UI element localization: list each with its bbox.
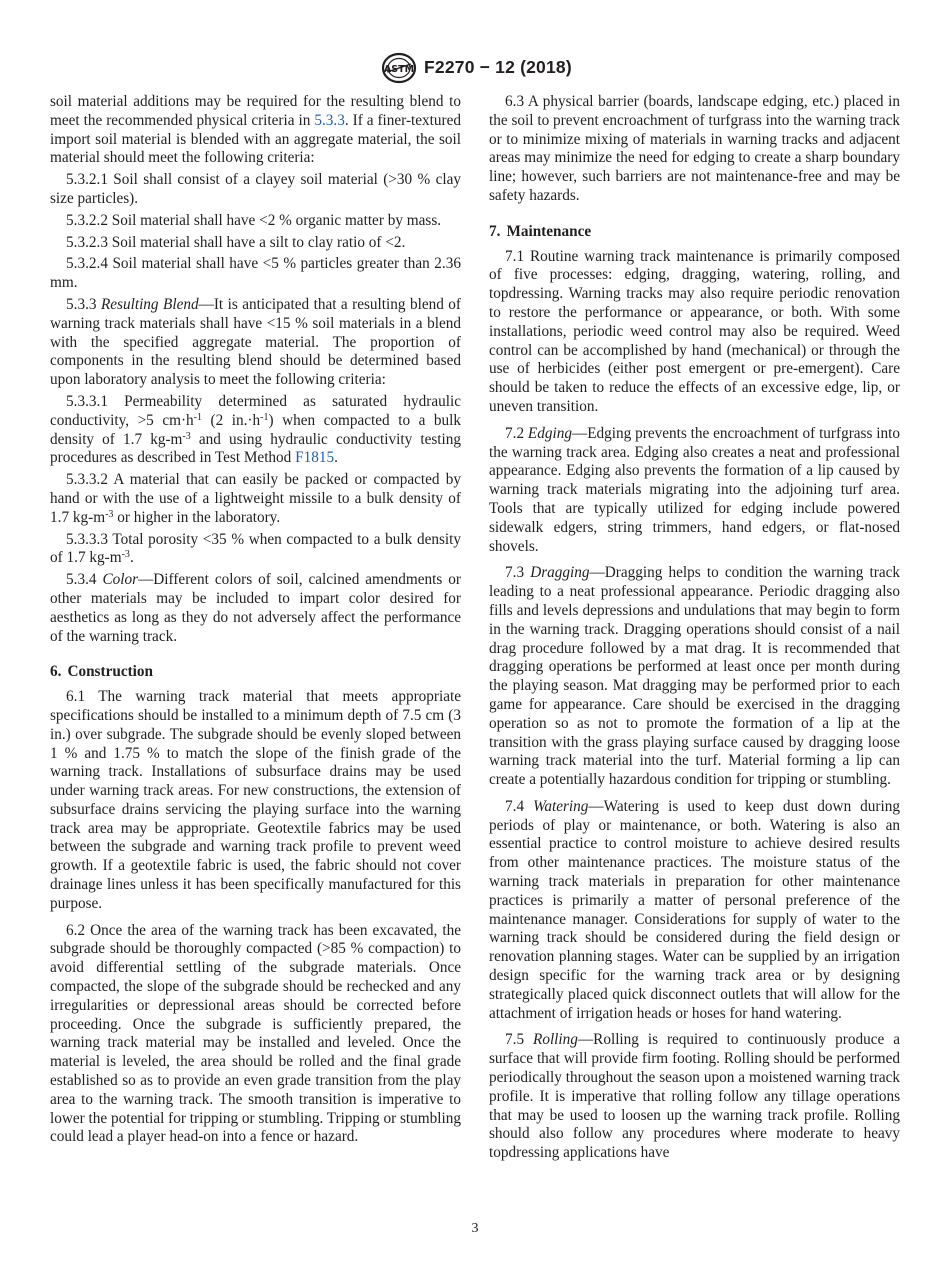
document-designation: F2270 − 12 (2018): [424, 57, 572, 77]
paragraph-5-3-3-2: 5.3.3.2 A material that can easily be packed or compacted by hand or with the use of a lightweight missile to a bulk density of 1.7 $kg-m^{-3}$ or higher in the laboratory.: [50, 471, 461, 526]
paragraph-5-3-3-1: 5.3.3.1 Permeability determined as saturated hydraulic conductivity, >5 $cm\cdot h^{-1}$ (2 $in.\cdot h^{-1}$) when compacted to a bulk density of 1.7 $kg-m^{-3}$ and using hydraulic conductivity testing procedures as described in Test Method F1815.: [50, 392, 461, 467]
paragraph-6-1: 6.1 The warning track material that meets appropriate specifications should be installed to a minimum depth of 7.5 cm (3 in.) over subgrade. The subgrade should be evenly sloped between 1 % and 1.75 % to match the slope of the finish grade of the warning track. Installations of subsurface drains may be used under warning track areas. For new constructions, the extension of subsurface drains servicing the playing surface into the warning track area may be appropriate. Geotextile fabrics may be used between the subgrade and warning track profile to prevent weed growth. If a geotextile fabric is used, the fabric should not cover drainage lines unless it has been specifically manufactured for this purpose.: [50, 688, 461, 912]
astm-logo-icon: [381, 52, 417, 84]
section-5-3-3-link[interactable]: 5.3.3: [314, 111, 345, 129]
paragraph-5-3-3: 5.3.3 Resulting Blend—It is anticipated that a resulting blend of warning track materials shall have <15 % soil materials in a blend with the specified aggregate material. The proportion of components in the resulting blend should be determined based upon laboratory analysis to meet the following criteria:: [50, 295, 461, 389]
paragraph-5-3-2-3: 5.3.2.3 Soil material shall have a silt to clay ratio of <2.: [66, 233, 406, 251]
paragraph-5-3-4: 5.3.4 Color—Different colors of soil, calcined amendments or other materials may be included to impart color desired for aesthetics as long as they do not adversely affect the performance of the warning track.: [50, 571, 461, 645]
paragraph-5-3-2-continued: soil material additions may be required for the resulting blend to meet the recommended physical criteria in 5.3.3. If a finer-textured import soil material is blended with an aggregate material, the soil material should meet the following criteria:: [50, 93, 461, 167]
paragraph-7-4: 7.4 Watering—Watering is used to keep dust down during periods of play or maintenance, or both. Watering is also an essential practice to control moisture to achieve desired results from other maintenance practices. The moisture status of the warning track materials in preparation for other maintenance practices is primarily a matter of personal preference of the maintenance manager. Considerations for supply of water to the warning track should be considered during the field design or renovation planning stages. Water can be supplied by an irrigation design specific for the warning track area or by designing strategically placed quick disconnect outlets that will allow for the attachment of irrigation heads or hoses for hand watering.: [489, 797, 901, 1022]
paragraph-7-1: 7.1 Routine warning track maintenance is primarily composed of five processes: edging, dragging, watering, rolling, and topdressing. Warning tracks may also require periodic renovation to restore the performance or appearance, or both. With some installations, periodic weed control may also be required. Weed control can be accomplished by hand (mechanical) or through the use of herbicides (either post emergent or pre-emergent). Care should be taken to reduce the effects of an excessive edge, lip, or uneven transition.: [489, 247, 900, 415]
paragraph-7-3: 7.3 Dragging—Dragging helps to condition the warning track leading to a neat professional appearance. Periodic dragging also fills and levels depressions and undulations that may begin to form in the warning track. Dragging operations should consist of a nail drag procedure followed by a mat drag. It is recommended that dragging operations be performed at least once per month during the playing season. Mat dragging may be performed prior to each game for appearance. Care should be exercised in the dragging operation so as not to promote the formation of a lip at the transition with the grass playing surface caused by dragging loose warning track material into the turf. Material forming a lip can create a potentially hazardous condition for tripping or stumbling.: [489, 564, 900, 789]
paragraph-5-3-2-2: 5.3.2.2 Soil material shall have <2 % organic matter by mass.: [66, 211, 442, 229]
page-header: [0, 52, 950, 86]
paragraph-6-3: 6.3 A physical barrier (boards, landscape edging, etc.) placed in the soil to prevent encroachment of turfgrass into the warning track or to minimize mixing of materials in warning tracks and adjacent areas may minimize the need for edging to create a sharp boundary line; however, such barriers are not maintenance-free and may be safety hazards.: [489, 93, 900, 204]
paragraph-5-3-2-4: 5.3.2.4 Soil material shall have <5 % particles greater than 2.36 mm.: [50, 255, 461, 292]
paragraph-5-3-3-3: 5.3.3.3 Total porosity <35 % when compacted to a bulk density of 1.7 $kg-m^{-3}$.: [50, 530, 461, 567]
paragraph-7-2: 7.2 Edging—Edging prevents the encroachment of turfgrass into the warning track area. Edging also creates a neat and professional appearance. Edging also prevents the formation of a lip caused by warning track materials migrating into the adjoining turf area. Tools that are typically utilized for edging include powered sidewalk edgers, string trimmers, hand edgers, or flat-nosed shovels.: [489, 424, 901, 555]
page-number: 3: [471, 1221, 479, 1236]
paragraph-5-3-2-1: 5.3.2.1 Soil shall consist of a clayey soil material (>30 % clay size particles).: [50, 171, 461, 207]
left-column: [50, 93, 461, 1147]
paragraph-7-5: 7.5 Rolling—Rolling is required to continuously produce a surface that will provide firm footing. Rolling should be performed periodically throughout the season upon a moistened warning track profile. It is imperative that rolling follow any tillage operations that may be used to loosen up the warning track profile. Rolling should also follow any procedures where moderate to heavy topdressing applications have: [489, 1031, 900, 1162]
test-method-f1815-link[interactable]: F1815: [295, 449, 335, 467]
right-column: [489, 93, 900, 1163]
section-6-heading: 6. Construction: [50, 663, 154, 681]
paragraph-6-2: 6.2 Once the area of the warning track has been excavated, the subgrade should be thoroughly compacted (>85 % compaction) to avoid differential settling of the subgrade materials. Once compacted, the slope of the subgrade should be rechecked and any irregularities or depressional areas should be corrected before proceeding. Once the subgrade is sufficiently prepared, the warning track material may be installed and leveled. Once the material is leveled, the area should be rolled and the final grade established so as to provide an even grade transition from the play area to the warning track. The smooth transition is imperative to lower the potential for tripping or stumbling. Tripping or stumbling could lead a player head-on into a fence or hazard.: [50, 921, 461, 1146]
svg-text:ASTM: ASTM: [383, 64, 415, 75]
section-7-heading: 7. Maintenance: [489, 222, 592, 240]
